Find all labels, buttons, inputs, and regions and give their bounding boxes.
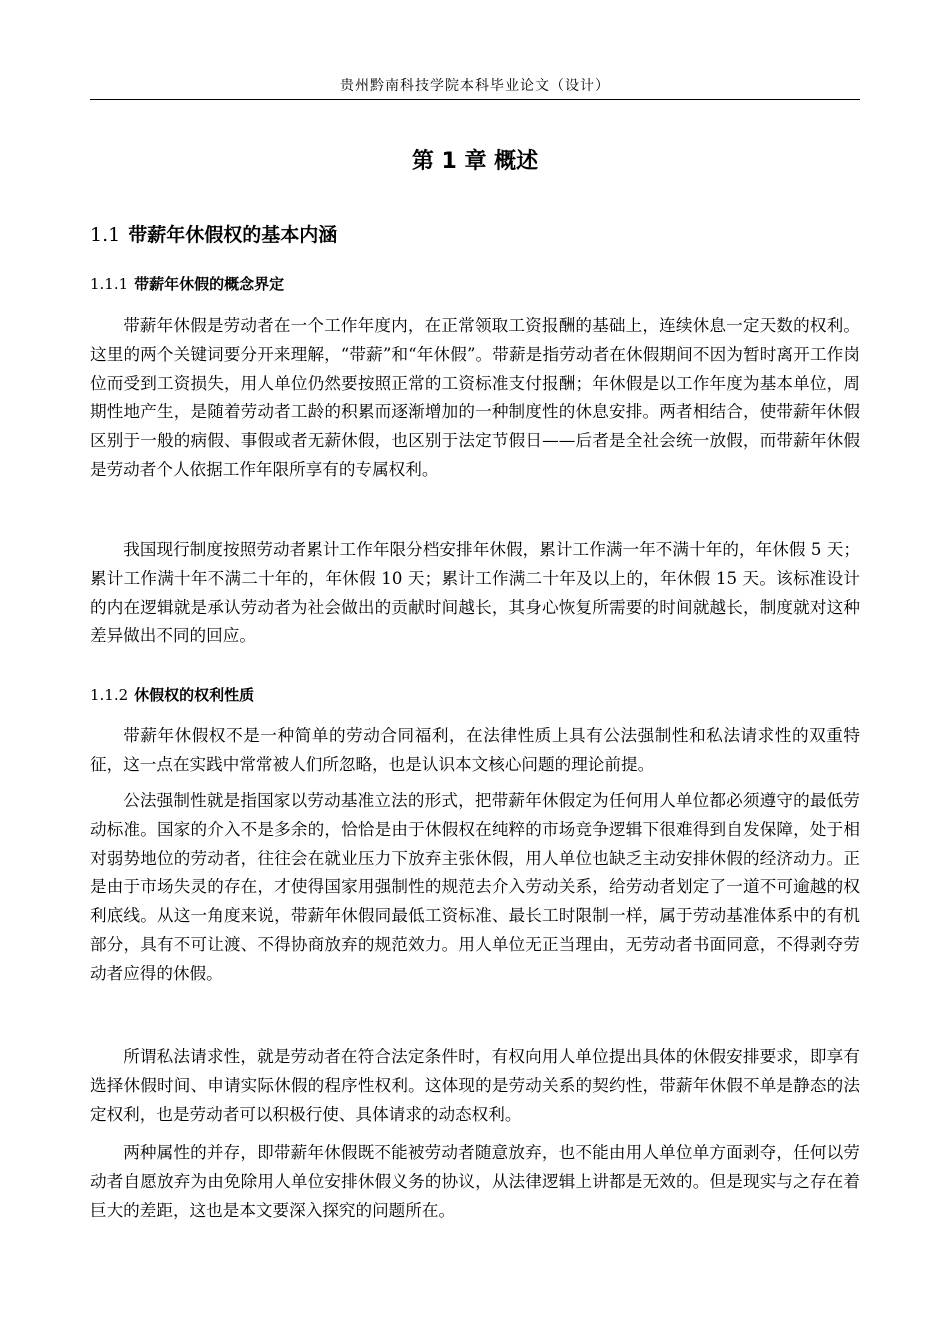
subsection-title: 休假权的权利性质 [134, 686, 255, 704]
paragraph: 两种属性的并存，即带薪年休假既不能被劳动者随意放弃，也不能由用人单位单方面剥夺，任何以劳动者自愿放弃为由免除用人单位安排休假义务的协议，从法律逻辑上讲都是无效的。但是现实与之存在着巨大的差距，这也是本文要深入探究的问题所在。 [90, 1143, 860, 1220]
subsection-title: 带薪年休假的概念界定 [134, 275, 285, 293]
subsection-number: 1.1.2 [90, 686, 129, 704]
paragraph: 带薪年休假是劳动者在一个工作年度内，在正常领取工资报酬的基础上，连续休息一定天数的权利。这里的两个关键词要分开来理解，“带薪”和“年休假”。带薪是指劳动者在休假期间不因为暂时离开工作岗位而受到工资损失，用人单位仍然要按照正常的工资标准支付报酬；年休假是以工作年度为基本单位，周期性地产生，是随着劳动者工龄的积累而逐渐增加的一种制度性的休息安排。两者相结合，使带薪年休假区别于一般的病假、事假或者无薪休假，也区别于法定节假日——后者是全社会统一放假，而带薪年休假是劳动者个人依据工作年限所享有的专属权利。 [90, 316, 860, 479]
section-title: 带薪年休假权的基本内涵 [128, 224, 338, 246]
paragraph: 我国现行制度按照劳动者累计工作年限分档安排年休假，累计工作满一年不满十年的，年休假 5 天；累计工作满十年不满二十年的，年休假 10 天；累计工作满二十年及以上的，年休假 15 天。该标准设计的内在逻辑就是承认劳动者为社会做出的贡献时间越长，其身心恢复所需要的时间就越长，制度就对这种差异做出不同的回应。 [90, 540, 860, 646]
subsection-number: 1.1.1 [90, 275, 129, 293]
paragraph: 公法强制性就是指国家以劳动基准立法的形式，把带薪年休假定为任何用人单位都必须遵守的最低劳动标准。国家的介入不是多余的，恰恰是由于休假权在纯粹的市场竞争逻辑下很难得到自发保障，处于相对弱势地位的劳动者，往往会在就业压力下放弃主张休假，用人单位也缺乏主动安排休假的经济动力。正是由于市场失灵的存在，才使得国家用强制性的规范去介入劳动关系，给劳动者划定了一道不可逾越的权利底线。从这一角度来说，带薪年休假同最低工资标准、最长工时限制一样，属于劳动基准体系中的有机部分，具有不可让渡、不得协商放弃的规范效力。用人单位无正当理由，无劳动者书面同意，不得剥夺劳动者应得的休假。 [90, 791, 860, 983]
section-number: 1.1 [90, 224, 121, 246]
running-header: 贵州黔南科技学院本科毕业论文（设计） [340, 78, 610, 94]
subsection-heading [90, 272, 860, 296]
section-heading [90, 221, 860, 249]
subsection-heading [90, 683, 860, 707]
paragraph: 带薪年休假权不是一种简单的劳动合同福利，在法律性质上具有公法强制性和私法请求性的双重特征，这一点在实践中常常被人们所忽略，也是认识本文核心问题的理论前提。 [90, 726, 860, 774]
header-rule [90, 99, 860, 100]
chapter-title: 第 1 章 概述 [411, 149, 539, 174]
paragraph: 所谓私法请求性，就是劳动者在符合法定条件时，有权向用人单位提出具体的休假安排要求，即享有选择休假时间、申请实际休假的程序性权利。这体现的是劳动关系的契约性，带薪年休假不单是静态的法定权利，也是劳动者可以积极行使、具体请求的动态权利。 [90, 1047, 860, 1124]
